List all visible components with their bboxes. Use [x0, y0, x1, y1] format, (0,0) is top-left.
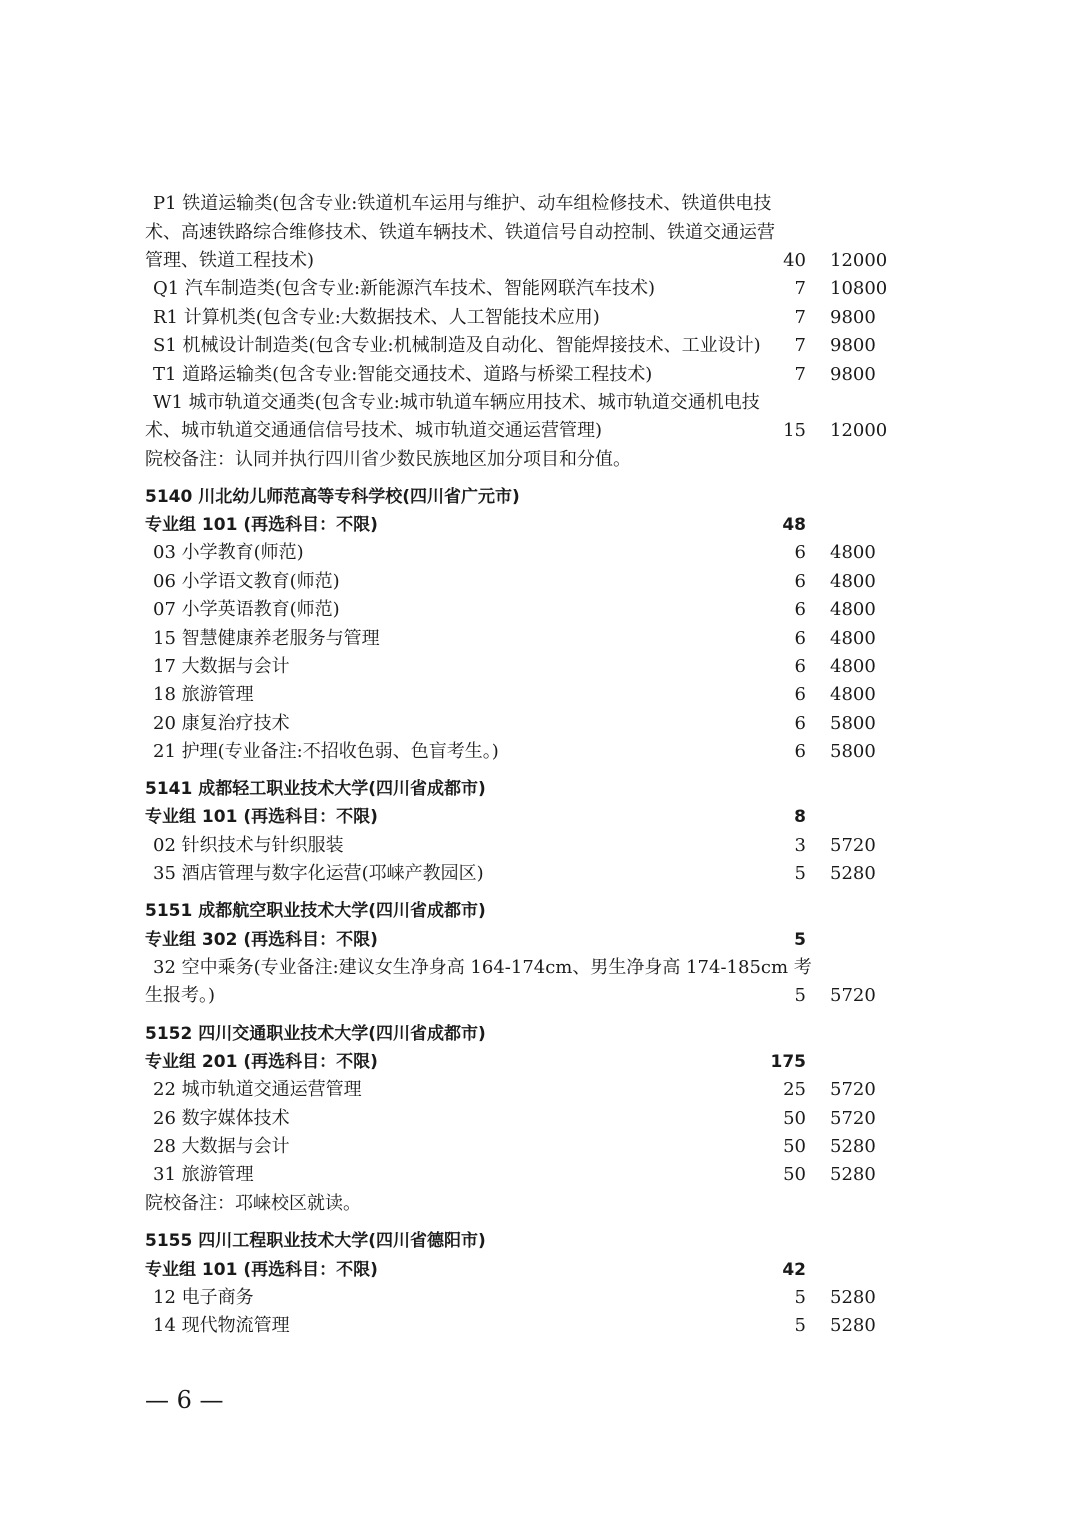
tuition-fee: 5280: [830, 863, 876, 884]
school-header: [0, 1020, 1080, 1048]
row-text: 22 城市轨道交通运营管理: [153, 1079, 362, 1100]
group-quota: 42: [782, 1260, 806, 1280]
row-text: R1 计算机类(包含专业:大数据技术、人工智能技术应用): [153, 307, 600, 328]
major-row: [0, 1105, 1080, 1133]
tuition-fee: 5800: [830, 741, 876, 762]
plan-count: 6: [794, 684, 806, 705]
major-row: [0, 1161, 1080, 1189]
tuition-fee: 5720: [830, 1079, 876, 1100]
tuition-fee: 12000: [830, 420, 888, 441]
major-row: [0, 653, 1080, 681]
major-row: [0, 275, 1080, 303]
school-header: [0, 775, 1080, 803]
plan-count: 7: [794, 307, 806, 328]
plan-count: 6: [794, 656, 806, 677]
row-text: 07 小学英语教育(师范): [153, 599, 340, 620]
major-group-header: [0, 1048, 1080, 1076]
plan-count: 7: [794, 335, 806, 356]
major-row: [0, 332, 1080, 360]
tuition-fee: 4800: [830, 542, 876, 563]
row-text: 专业组 201 (再选科目：不限): [145, 1052, 378, 1072]
tuition-fee: 12000: [830, 250, 888, 271]
row-text: 28 大数据与会计: [153, 1136, 290, 1157]
plan-count: 5: [794, 985, 806, 1006]
page-number: — 6 —: [145, 1386, 224, 1414]
school-note: [0, 1190, 1080, 1218]
major-row-continuation: [0, 982, 1080, 1010]
row-text: 20 康复治疗技术: [153, 713, 290, 734]
major-row-continuation: [0, 219, 1080, 247]
major-group-header: [0, 926, 1080, 954]
row-text: 06 小学语文教育(师范): [153, 571, 340, 592]
plan-count: 50: [783, 1164, 806, 1185]
major-row: [0, 710, 1080, 738]
plan-count: 7: [794, 278, 806, 299]
plan-count: 3: [794, 835, 806, 856]
tuition-fee: 9800: [830, 335, 876, 356]
major-row: [0, 539, 1080, 567]
major-row: [0, 568, 1080, 596]
row-text: 5140 川北幼儿师范高等专科学校(四川省广元市): [145, 487, 520, 507]
plan-count: 6: [794, 628, 806, 649]
group-quota: 5: [794, 930, 806, 950]
row-text: 术、高速铁路综合维修技术、铁道车辆技术、铁道信号自动控制、铁道交通运营: [145, 222, 775, 243]
major-row: [0, 389, 1080, 417]
major-row: [0, 361, 1080, 389]
tuition-fee: 5280: [830, 1287, 876, 1308]
major-group-header: [0, 511, 1080, 539]
major-group-header: [0, 1256, 1080, 1284]
row-text: 32 空中乘务(专业备注:建议女生净身高 164-174cm、男生净身高 174-185cm 考: [153, 957, 812, 978]
major-row: [0, 1133, 1080, 1161]
row-text: 18 旅游管理: [153, 684, 254, 705]
tuition-fee: 5800: [830, 713, 876, 734]
row-text: 31 旅游管理: [153, 1164, 254, 1185]
tuition-fee: 4800: [830, 571, 876, 592]
row-text: 专业组 101 (再选科目：不限): [145, 807, 378, 827]
row-text: 专业组 101 (再选科目：不限): [145, 515, 378, 535]
tuition-fee: 5720: [830, 835, 876, 856]
plan-count: 6: [794, 713, 806, 734]
major-row-continuation: [0, 417, 1080, 445]
tuition-fee: 5720: [830, 985, 876, 1006]
plan-count: 5: [794, 863, 806, 884]
plan-count: 40: [783, 250, 806, 271]
row-text: 管理、铁道工程技术): [145, 250, 315, 271]
major-row: [0, 738, 1080, 766]
row-text: 21 护理(专业备注:不招收色弱、色盲考生。): [153, 741, 499, 762]
major-row: [0, 596, 1080, 624]
tuition-fee: 4800: [830, 684, 876, 705]
school-header: [0, 483, 1080, 511]
school-header: [0, 1227, 1080, 1255]
school-header: [0, 897, 1080, 925]
row-text: 15 智慧健康养老服务与管理: [153, 628, 380, 649]
group-quota: 8: [794, 807, 806, 827]
plan-count: 50: [783, 1136, 806, 1157]
row-text: 5155 四川工程职业技术大学(四川省德阳市): [145, 1231, 486, 1251]
tuition-fee: 4800: [830, 656, 876, 677]
major-row: [0, 625, 1080, 653]
major-row: [0, 190, 1080, 218]
major-row: [0, 1284, 1080, 1312]
row-text: 专业组 302 (再选科目：不限): [145, 930, 378, 950]
tuition-fee: 5280: [830, 1136, 876, 1157]
row-text: 03 小学教育(师范): [153, 542, 304, 563]
major-row: [0, 954, 1080, 982]
group-quota: 48: [782, 515, 806, 535]
row-text: 院校备注：邛崃校区就读。: [145, 1193, 361, 1214]
row-text: Q1 汽车制造类(包含专业:新能源汽车技术、智能网联汽车技术): [153, 278, 656, 299]
tuition-fee: 4800: [830, 628, 876, 649]
plan-count: 25: [783, 1079, 806, 1100]
row-text: 5141 成都轻工职业技术大学(四川省成都市): [145, 779, 486, 799]
major-row: [0, 1076, 1080, 1104]
row-text: 专业组 101 (再选科目：不限): [145, 1260, 378, 1280]
major-row: [0, 832, 1080, 860]
plan-count: 7: [794, 364, 806, 385]
row-text: P1 铁道运输类(包含专业:铁道机车运用与维护、动车组检修技术、铁道供电技: [153, 193, 772, 214]
plan-count: 6: [794, 542, 806, 563]
row-text: 生报考。): [145, 985, 216, 1006]
row-text: 5152 四川交通职业技术大学(四川省成都市): [145, 1024, 486, 1044]
row-text: S1 机械设计制造类(包含专业:机械制造及自动化、智能焊接技术、工业设计): [153, 335, 761, 356]
row-text: T1 道路运输类(包含专业:智能交通技术、道路与桥梁工程技术): [153, 364, 653, 385]
tuition-fee: 9800: [830, 307, 876, 328]
group-quota: 175: [770, 1052, 806, 1072]
tuition-fee: 5280: [830, 1164, 876, 1185]
row-text: 术、城市轨道交通通信信号技术、城市轨道交通运营管理): [145, 420, 603, 441]
plan-count: 15: [783, 420, 806, 441]
row-text: 院校备注：认同并执行四川省少数民族地区加分项目和分值。: [145, 449, 631, 470]
plan-count: 5: [794, 1315, 806, 1336]
row-text: 5151 成都航空职业技术大学(四川省成都市): [145, 901, 486, 921]
tuition-fee: 5720: [830, 1108, 876, 1129]
tuition-fee: 10800: [830, 278, 888, 299]
row-text: 02 针织技术与针织服装: [153, 835, 344, 856]
plan-count: 50: [783, 1108, 806, 1129]
tuition-fee: 9800: [830, 364, 876, 385]
major-row: [0, 860, 1080, 888]
school-note: [0, 446, 1080, 474]
plan-count: 6: [794, 599, 806, 620]
major-row: [0, 304, 1080, 332]
row-text: 17 大数据与会计: [153, 656, 290, 677]
plan-count: 5: [794, 1287, 806, 1308]
tuition-fee: 5280: [830, 1315, 876, 1336]
row-text: W1 城市轨道交通类(包含专业:城市轨道车辆应用技术、城市轨道交通机电技: [153, 392, 760, 413]
row-text: 35 酒店管理与数字化运营(邛崃产教园区): [153, 863, 484, 884]
major-row: [0, 1312, 1080, 1340]
row-text: 12 电子商务: [153, 1287, 254, 1308]
plan-count: 6: [794, 741, 806, 762]
plan-count: 6: [794, 571, 806, 592]
major-row: [0, 681, 1080, 709]
major-group-header: [0, 803, 1080, 831]
tuition-fee: 4800: [830, 599, 876, 620]
major-row-continuation: [0, 247, 1080, 275]
row-text: 26 数字媒体技术: [153, 1108, 290, 1129]
row-text: 14 现代物流管理: [153, 1315, 290, 1336]
